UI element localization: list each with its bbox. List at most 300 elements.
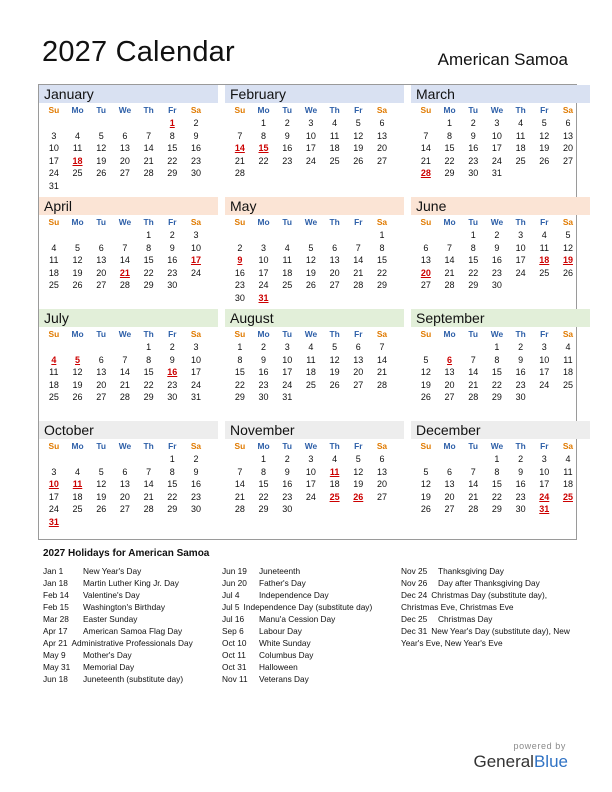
- day-cell[interactable]: 22: [234, 379, 245, 390]
- day-cell[interactable]: 16: [515, 479, 526, 490]
- day-cell[interactable]: 10: [258, 255, 269, 266]
- day-cell[interactable]: 23: [282, 491, 293, 502]
- day-cell[interactable]: 27: [329, 280, 340, 291]
- day-cell[interactable]: 2: [169, 230, 175, 240]
- day-cell[interactable]: 20: [444, 491, 455, 502]
- day-cell[interactable]: 17: [48, 155, 59, 166]
- holiday-day[interactable]: 31: [48, 516, 59, 527]
- day-cell[interactable]: 15: [234, 367, 245, 378]
- day-cell[interactable]: 8: [146, 354, 152, 365]
- day-cell[interactable]: 3: [193, 342, 199, 352]
- day-cell[interactable]: 17: [491, 143, 502, 154]
- day-cell[interactable]: 9: [169, 354, 175, 365]
- day-cell[interactable]: 10: [539, 354, 550, 365]
- day-cell[interactable]: 17: [258, 267, 269, 278]
- day-cell[interactable]: 13: [420, 255, 431, 266]
- day-cell[interactable]: 30: [515, 392, 526, 403]
- day-cell[interactable]: 21: [376, 367, 387, 378]
- day-cell[interactable]: 24: [515, 267, 526, 278]
- day-cell[interactable]: 3: [518, 230, 524, 240]
- day-cell[interactable]: 21: [468, 491, 479, 502]
- day-cell[interactable]: 17: [305, 479, 316, 490]
- day-cell[interactable]: 22: [491, 491, 502, 502]
- day-cell[interactable]: 16: [190, 479, 201, 490]
- day-cell[interactable]: 25: [539, 267, 550, 278]
- day-cell[interactable]: 7: [423, 130, 429, 141]
- day-cell[interactable]: 28: [468, 392, 479, 403]
- day-cell[interactable]: 9: [470, 130, 476, 141]
- day-cell[interactable]: 4: [565, 454, 571, 464]
- day-cell[interactable]: 14: [119, 367, 130, 378]
- day-cell[interactable]: 5: [565, 230, 571, 240]
- day-cell[interactable]: 28: [468, 504, 479, 515]
- day-cell[interactable]: 8: [494, 354, 500, 365]
- day-cell[interactable]: 4: [284, 242, 290, 253]
- day-cell[interactable]: 9: [169, 242, 175, 253]
- day-cell[interactable]: 17: [48, 491, 59, 502]
- day-cell[interactable]: 8: [261, 130, 267, 141]
- day-cell[interactable]: 23: [258, 379, 269, 390]
- day-cell[interactable]: 28: [444, 280, 455, 291]
- day-cell[interactable]: 19: [353, 479, 364, 490]
- day-cell[interactable]: 28: [119, 280, 130, 291]
- day-cell[interactable]: 1: [237, 342, 243, 352]
- day-cell[interactable]: 11: [306, 354, 316, 365]
- day-cell[interactable]: 2: [193, 454, 199, 464]
- day-cell[interactable]: 26: [420, 392, 431, 403]
- day-cell[interactable]: 12: [353, 466, 364, 477]
- day-cell[interactable]: 1: [261, 118, 267, 128]
- day-cell[interactable]: 13: [96, 255, 107, 266]
- holiday-day[interactable]: 25: [562, 491, 573, 502]
- day-cell[interactable]: 18: [515, 143, 526, 154]
- day-cell[interactable]: 9: [518, 354, 524, 365]
- day-cell[interactable]: 20: [353, 367, 364, 378]
- day-cell[interactable]: 20: [329, 267, 340, 278]
- day-cell[interactable]: 15: [167, 143, 178, 154]
- day-cell[interactable]: 30: [282, 504, 293, 515]
- day-cell[interactable]: 1: [146, 230, 152, 240]
- day-cell[interactable]: 14: [420, 143, 431, 154]
- day-cell[interactable]: 15: [491, 367, 502, 378]
- day-cell[interactable]: 30: [515, 504, 526, 515]
- day-cell[interactable]: 29: [167, 504, 178, 515]
- day-cell[interactable]: 15: [376, 255, 387, 266]
- day-cell[interactable]: 16: [167, 255, 178, 266]
- day-cell[interactable]: 29: [258, 504, 269, 515]
- holiday-day[interactable]: 14: [234, 143, 245, 154]
- day-cell[interactable]: 24: [48, 168, 59, 179]
- day-cell[interactable]: 24: [305, 491, 316, 502]
- day-cell[interactable]: 26: [420, 504, 431, 515]
- day-cell[interactable]: 21: [420, 155, 431, 166]
- day-cell[interactable]: 5: [355, 118, 361, 128]
- day-cell[interactable]: 26: [329, 379, 340, 390]
- day-cell[interactable]: 16: [491, 255, 502, 266]
- day-cell[interactable]: 6: [565, 118, 571, 128]
- day-cell[interactable]: 25: [329, 155, 340, 166]
- day-cell[interactable]: 18: [282, 267, 293, 278]
- holiday-day[interactable]: 28: [420, 168, 431, 179]
- day-cell[interactable]: 25: [305, 379, 316, 390]
- day-cell[interactable]: 8: [494, 466, 500, 477]
- day-cell[interactable]: 30: [258, 392, 269, 403]
- day-cell[interactable]: 30: [167, 392, 178, 403]
- day-cell[interactable]: 20: [119, 491, 130, 502]
- day-cell[interactable]: 13: [353, 354, 364, 365]
- day-cell[interactable]: 20: [562, 143, 573, 154]
- day-cell[interactable]: 13: [444, 479, 455, 490]
- day-cell[interactable]: 7: [237, 466, 243, 477]
- day-cell[interactable]: 7: [146, 466, 152, 477]
- day-cell[interactable]: 11: [563, 466, 573, 477]
- day-cell[interactable]: 4: [308, 342, 314, 352]
- day-cell[interactable]: 28: [234, 168, 245, 179]
- day-cell[interactable]: 6: [379, 118, 385, 128]
- day-cell[interactable]: 16: [468, 143, 479, 154]
- day-cell[interactable]: 18: [48, 379, 59, 390]
- day-cell[interactable]: 10: [282, 354, 293, 365]
- day-cell[interactable]: 23: [515, 379, 526, 390]
- holiday-day[interactable]: 26: [353, 491, 364, 502]
- day-cell[interactable]: 18: [48, 267, 59, 278]
- day-cell[interactable]: 22: [444, 155, 455, 166]
- day-cell[interactable]: 18: [329, 143, 340, 154]
- day-cell[interactable]: 20: [96, 379, 107, 390]
- day-cell[interactable]: 1: [146, 342, 152, 352]
- day-cell[interactable]: 28: [119, 392, 130, 403]
- day-cell[interactable]: 7: [122, 354, 128, 365]
- day-cell[interactable]: 21: [234, 155, 245, 166]
- day-cell[interactable]: 5: [355, 454, 361, 464]
- day-cell[interactable]: 30: [167, 280, 178, 291]
- day-cell[interactable]: 12: [305, 255, 316, 266]
- day-cell[interactable]: 10: [539, 466, 550, 477]
- day-cell[interactable]: 27: [420, 280, 431, 291]
- day-cell[interactable]: 25: [48, 280, 59, 291]
- day-cell[interactable]: 24: [48, 504, 59, 515]
- day-cell[interactable]: 3: [51, 130, 57, 141]
- day-cell[interactable]: 25: [562, 379, 573, 390]
- day-cell[interactable]: 8: [447, 130, 453, 141]
- day-cell[interactable]: 15: [258, 479, 269, 490]
- day-cell[interactable]: 20: [119, 155, 130, 166]
- day-cell[interactable]: 1: [470, 230, 476, 240]
- day-cell[interactable]: 19: [353, 143, 364, 154]
- day-cell[interactable]: 29: [444, 168, 455, 179]
- day-cell[interactable]: 7: [237, 130, 243, 141]
- day-cell[interactable]: 25: [72, 504, 83, 515]
- day-cell[interactable]: 6: [447, 466, 453, 477]
- day-cell[interactable]: 26: [562, 267, 573, 278]
- day-cell[interactable]: 21: [119, 379, 130, 390]
- day-cell[interactable]: 14: [353, 255, 364, 266]
- day-cell[interactable]: 24: [491, 155, 502, 166]
- day-cell[interactable]: 18: [305, 367, 316, 378]
- day-cell[interactable]: 23: [515, 491, 526, 502]
- day-cell[interactable]: 13: [119, 143, 130, 154]
- day-cell[interactable]: 6: [122, 130, 128, 141]
- day-cell[interactable]: 27: [119, 504, 130, 515]
- day-cell[interactable]: 26: [72, 392, 83, 403]
- day-cell[interactable]: 24: [190, 267, 201, 278]
- day-cell[interactable]: 9: [193, 130, 199, 141]
- holiday-day[interactable]: 10: [48, 479, 59, 490]
- day-cell[interactable]: 16: [258, 367, 269, 378]
- day-cell[interactable]: 28: [143, 168, 154, 179]
- day-cell[interactable]: 14: [143, 143, 154, 154]
- day-cell[interactable]: 29: [234, 392, 245, 403]
- day-cell[interactable]: 13: [329, 255, 340, 266]
- day-cell[interactable]: 8: [237, 354, 243, 365]
- day-cell[interactable]: 15: [444, 143, 455, 154]
- day-cell[interactable]: 3: [51, 466, 57, 477]
- day-cell[interactable]: 13: [119, 479, 130, 490]
- day-cell[interactable]: 3: [193, 230, 199, 240]
- holiday-day[interactable]: 11: [72, 479, 83, 490]
- day-cell[interactable]: 11: [539, 242, 549, 253]
- day-cell[interactable]: 12: [96, 143, 107, 154]
- day-cell[interactable]: 4: [51, 242, 57, 253]
- day-cell[interactable]: 24: [258, 280, 269, 291]
- day-cell[interactable]: 8: [261, 466, 267, 477]
- day-cell[interactable]: 9: [284, 466, 290, 477]
- day-cell[interactable]: 20: [376, 479, 387, 490]
- day-cell[interactable]: 23: [491, 267, 502, 278]
- holiday-day[interactable]: 18: [539, 255, 550, 266]
- day-cell[interactable]: 19: [305, 267, 316, 278]
- day-cell[interactable]: 27: [562, 155, 573, 166]
- day-cell[interactable]: 24: [305, 155, 316, 166]
- day-cell[interactable]: 3: [308, 454, 314, 464]
- day-cell[interactable]: 26: [96, 504, 107, 515]
- day-cell[interactable]: 6: [98, 354, 104, 365]
- day-cell[interactable]: 11: [49, 255, 59, 266]
- day-cell[interactable]: 14: [444, 255, 455, 266]
- day-cell[interactable]: 4: [332, 454, 338, 464]
- day-cell[interactable]: 2: [284, 454, 290, 464]
- day-cell[interactable]: 16: [190, 143, 201, 154]
- day-cell[interactable]: 13: [562, 130, 573, 141]
- day-cell[interactable]: 7: [355, 242, 361, 253]
- day-cell[interactable]: 3: [541, 342, 547, 352]
- day-cell[interactable]: 10: [305, 466, 316, 477]
- holiday-day[interactable]: 24: [539, 491, 550, 502]
- day-cell[interactable]: 9: [284, 130, 290, 141]
- day-cell[interactable]: 29: [491, 504, 502, 515]
- day-cell[interactable]: 4: [332, 118, 338, 128]
- day-cell[interactable]: 19: [420, 491, 431, 502]
- holiday-day[interactable]: 9: [237, 255, 243, 266]
- day-cell[interactable]: 6: [332, 242, 338, 253]
- day-cell[interactable]: 6: [355, 342, 361, 352]
- day-cell[interactable]: 8: [379, 242, 385, 253]
- day-cell[interactable]: 11: [49, 367, 59, 378]
- day-cell[interactable]: 23: [167, 267, 178, 278]
- day-cell[interactable]: 10: [48, 143, 59, 154]
- day-cell[interactable]: 2: [261, 342, 267, 352]
- day-cell[interactable]: 20: [444, 379, 455, 390]
- holiday-day[interactable]: 5: [75, 354, 81, 365]
- day-cell[interactable]: 24: [539, 379, 550, 390]
- day-cell[interactable]: 4: [518, 118, 524, 128]
- day-cell[interactable]: 20: [376, 143, 387, 154]
- day-cell[interactable]: 4: [565, 342, 571, 352]
- day-cell[interactable]: 11: [515, 130, 526, 141]
- day-cell[interactable]: 2: [284, 118, 290, 128]
- day-cell[interactable]: 12: [420, 479, 431, 490]
- day-cell[interactable]: 17: [282, 367, 293, 378]
- holiday-day[interactable]: 4: [51, 354, 57, 365]
- day-cell[interactable]: 27: [444, 392, 455, 403]
- day-cell[interactable]: 21: [444, 267, 455, 278]
- day-cell[interactable]: 20: [96, 267, 107, 278]
- day-cell[interactable]: 22: [143, 379, 154, 390]
- day-cell[interactable]: 11: [282, 255, 292, 266]
- day-cell[interactable]: 12: [72, 255, 83, 266]
- day-cell[interactable]: 1: [494, 342, 500, 352]
- day-cell[interactable]: 5: [308, 242, 314, 253]
- day-cell[interactable]: 4: [75, 130, 81, 141]
- day-cell[interactable]: 5: [423, 354, 429, 365]
- day-cell[interactable]: 1: [494, 454, 500, 464]
- day-cell[interactable]: 7: [470, 354, 476, 365]
- day-cell[interactable]: 15: [143, 367, 154, 378]
- day-cell[interactable]: 10: [515, 242, 526, 253]
- day-cell[interactable]: 8: [169, 466, 175, 477]
- day-cell[interactable]: 1: [447, 118, 453, 128]
- day-cell[interactable]: 29: [468, 280, 479, 291]
- holiday-day[interactable]: 31: [258, 292, 269, 303]
- day-cell[interactable]: 26: [353, 155, 364, 166]
- day-cell[interactable]: 4: [75, 466, 81, 477]
- day-cell[interactable]: 21: [234, 491, 245, 502]
- day-cell[interactable]: 26: [539, 155, 550, 166]
- day-cell[interactable]: 2: [169, 342, 175, 352]
- day-cell[interactable]: 30: [190, 504, 201, 515]
- day-cell[interactable]: 18: [72, 491, 83, 502]
- day-cell[interactable]: 6: [379, 454, 385, 464]
- day-cell[interactable]: 14: [468, 367, 479, 378]
- day-cell[interactable]: 6: [122, 466, 128, 477]
- day-cell[interactable]: 22: [143, 267, 154, 278]
- day-cell[interactable]: 4: [541, 230, 547, 240]
- day-cell[interactable]: 25: [515, 155, 526, 166]
- day-cell[interactable]: 28: [234, 504, 245, 515]
- day-cell[interactable]: 26: [96, 168, 107, 179]
- day-cell[interactable]: 23: [282, 155, 293, 166]
- day-cell[interactable]: 24: [282, 379, 293, 390]
- day-cell[interactable]: 21: [143, 491, 154, 502]
- day-cell[interactable]: 15: [468, 255, 479, 266]
- day-cell[interactable]: 21: [143, 155, 154, 166]
- day-cell[interactable]: 29: [167, 168, 178, 179]
- day-cell[interactable]: 5: [98, 466, 104, 477]
- day-cell[interactable]: 14: [143, 479, 154, 490]
- day-cell[interactable]: 21: [468, 379, 479, 390]
- day-cell[interactable]: 2: [470, 118, 476, 128]
- holiday-day[interactable]: 16: [167, 367, 178, 378]
- day-cell[interactable]: 9: [494, 242, 500, 253]
- day-cell[interactable]: 22: [376, 267, 387, 278]
- day-cell[interactable]: 2: [518, 454, 524, 464]
- day-cell[interactable]: 15: [491, 479, 502, 490]
- day-cell[interactable]: 23: [190, 155, 201, 166]
- day-cell[interactable]: 3: [494, 118, 500, 128]
- day-cell[interactable]: 19: [72, 379, 83, 390]
- day-cell[interactable]: 10: [190, 354, 201, 365]
- day-cell[interactable]: 3: [261, 242, 267, 253]
- day-cell[interactable]: 24: [190, 379, 201, 390]
- holiday-day[interactable]: 15: [258, 143, 269, 154]
- holiday-day[interactable]: 31: [539, 504, 550, 515]
- day-cell[interactable]: 13: [376, 130, 387, 141]
- day-cell[interactable]: 7: [122, 242, 128, 253]
- day-cell[interactable]: 6: [98, 242, 104, 253]
- day-cell[interactable]: 10: [190, 242, 201, 253]
- day-cell[interactable]: 7: [146, 130, 152, 141]
- day-cell[interactable]: 5: [75, 242, 81, 253]
- day-cell[interactable]: 3: [284, 342, 290, 352]
- day-cell[interactable]: 1: [169, 454, 175, 464]
- day-cell[interactable]: 12: [420, 367, 431, 378]
- day-cell[interactable]: 12: [329, 354, 340, 365]
- day-cell[interactable]: 10: [491, 130, 502, 141]
- day-cell[interactable]: 19: [96, 155, 107, 166]
- day-cell[interactable]: 31: [282, 392, 293, 403]
- day-cell[interactable]: 9: [193, 466, 199, 477]
- day-cell[interactable]: 25: [48, 392, 59, 403]
- day-cell[interactable]: 19: [96, 491, 107, 502]
- day-cell[interactable]: 30: [234, 292, 245, 303]
- day-cell[interactable]: 18: [562, 479, 573, 490]
- day-cell[interactable]: 2: [193, 118, 199, 128]
- day-cell[interactable]: 22: [258, 491, 269, 502]
- day-cell[interactable]: 27: [96, 280, 107, 291]
- day-cell[interactable]: 2: [237, 242, 243, 253]
- day-cell[interactable]: 12: [96, 479, 107, 490]
- day-cell[interactable]: 1: [379, 230, 385, 240]
- day-cell[interactable]: 2: [518, 342, 524, 352]
- day-cell[interactable]: 6: [423, 242, 429, 253]
- holiday-day[interactable]: 21: [119, 267, 130, 278]
- day-cell[interactable]: 22: [167, 491, 178, 502]
- day-cell[interactable]: 8: [470, 242, 476, 253]
- holiday-day[interactable]: 20: [420, 267, 431, 278]
- holiday-day[interactable]: 1: [169, 118, 175, 128]
- day-cell[interactable]: 30: [468, 168, 479, 179]
- day-cell[interactable]: 27: [444, 504, 455, 515]
- brand-logo[interactable]: [473, 752, 568, 772]
- day-cell[interactable]: 3: [541, 454, 547, 464]
- day-cell[interactable]: 22: [468, 267, 479, 278]
- day-cell[interactable]: 17: [539, 479, 550, 490]
- day-cell[interactable]: 12: [353, 130, 364, 141]
- day-cell[interactable]: 13: [96, 367, 107, 378]
- day-cell[interactable]: 15: [167, 479, 178, 490]
- holiday-day[interactable]: 18: [72, 155, 83, 166]
- day-cell[interactable]: 27: [119, 168, 130, 179]
- day-cell[interactable]: 31: [190, 392, 201, 403]
- day-cell[interactable]: 28: [353, 280, 364, 291]
- day-cell[interactable]: 19: [72, 267, 83, 278]
- day-cell[interactable]: 16: [282, 479, 293, 490]
- day-cell[interactable]: 7: [447, 242, 453, 253]
- day-cell[interactable]: 16: [234, 267, 245, 278]
- day-cell[interactable]: 9: [518, 466, 524, 477]
- day-cell[interactable]: 5: [423, 466, 429, 477]
- day-cell[interactable]: 14: [234, 479, 245, 490]
